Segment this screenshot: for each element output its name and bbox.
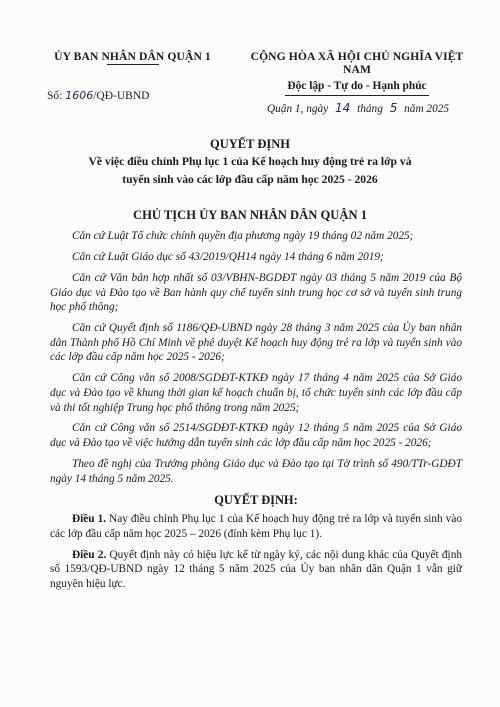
subject-line-2: tuyển sinh vào các lớp đầu cấp năm học 2025 - 2026 — [122, 173, 378, 186]
legal-basis: Căn cứ Công văn số 2514/SGDĐT-KTKĐ ngày 12 tháng 5 năm 2025 của Sở Giáo dục và Đào tạo về việc hướng dẫn tuyển sinh các lớp đầu cấp năm học 2025 - 2026; — [50, 422, 462, 450]
legal-basis: Căn cứ Quyết định số 1186/QĐ-UBND ngày 28 tháng 3 năm 2025 của Ủy ban nhân dân Thành phố Hồ Chí Minh về phê duyệt Kế hoạch huy động trẻ ra lớp và tuyển sinh vào các lớp đầu cấp năm học 2025 - 2026; — [50, 322, 462, 364]
legal-basis: Căn cứ Văn bản hợp nhất số 03/VBHN-BGDĐT ngày 03 tháng 5 năm 2019 của Bộ Giáo dục và Đào tạo về Ban hành quy chế tuyển sinh trung học cơ sở và tuyển sinh trung học phổ thông; — [50, 271, 462, 314]
national-title: CỘNG HÒA XÃ HỘI CHỦ NGHĨA VIỆT NAM — [250, 50, 464, 76]
date-prefix: Quận 1, ngày — [267, 103, 329, 115]
legal-basis: Theo đề nghị của Trưởng phòng Giáo dục và Đào tạo tại Tờ trình số 490/TTr-GDĐT ngày 14 tháng 5 năm 2025. — [50, 458, 462, 485]
issuing-authority-block — [40, 50, 225, 65]
issuing-authority: ỦY BAN NHÂN DÂN QUẬN 1 — [54, 50, 211, 63]
document-number — [47, 89, 149, 102]
number-prefix: Số: — [47, 90, 63, 102]
decides-heading: QUYẾT ĐỊNH: — [214, 492, 298, 507]
document-body — [50, 229, 462, 598]
number-handwritten: 1606 — [65, 89, 94, 102]
article-1-text: Nay điều chỉnh Phụ lục 1 của Kế hoạch huy động trẻ ra lớp và tuyển sinh vào các lớp đầu cấp năm học 2025 – 2026 (đính kèm Phụ lục 1). — [50, 513, 462, 540]
article-2-text: Quyết định này có hiệu lực kể từ ngày ký, các nội dung khác của Quyết định số 1593/QĐ-UBND ngày 12 tháng 5 năm 2025 của Ủy ban nhân dân Quận 1 vẫn giữ nguyên hiệu lực. — [50, 548, 462, 590]
subject-line-1: Về việc điều chỉnh Phụ lục 1 của Kế hoạch huy động trẻ ra lớp và — [88, 155, 412, 168]
date-month: 5 — [389, 101, 398, 115]
motto-underline — [285, 95, 429, 96]
number-suffix: /QĐ-UBND — [93, 90, 150, 102]
legal-basis: Căn cứ Công văn số 2008/SGDĐT-KTKĐ ngày 17 tháng 4 năm 2025 của Sở Giáo dục và Đào tạo về khung thời gian kế hoạch chuẩn bị, tổ chức tuyển sinh các lớp đầu cấp và thi tốt nghiệp Trung học phổ thông trong năm 2025; — [50, 372, 462, 414]
national-header-block — [237, 50, 477, 96]
legal-basis: Căn cứ Luật Tổ chức chính quyền địa phương ngày 19 tháng 02 năm 2025; — [72, 230, 414, 242]
date-month-label: tháng — [357, 103, 383, 115]
deciding-authority: CHỦ TỊCH ỦY BAN NHÂN DÂN QUẬN 1 — [132, 208, 368, 222]
article-1-label: Điều 1. — [72, 513, 107, 526]
authority-underline — [107, 64, 159, 65]
document-date — [267, 101, 449, 115]
date-year: năm 2025 — [404, 103, 450, 115]
legal-basis: Căn cứ Luật Giáo dục số 43/2019/QH14 ngày 14 tháng 6 năm 2019; — [72, 250, 384, 263]
document-type: QUYẾT ĐỊNH — [210, 137, 290, 151]
article-2 — [50, 548, 462, 592]
article-1 — [50, 512, 462, 541]
national-motto: Độc lập - Tự do - Hạnh phúc — [287, 80, 427, 92]
article-2-label: Điều 2. — [72, 548, 107, 561]
date-day: 14 — [335, 101, 351, 115]
